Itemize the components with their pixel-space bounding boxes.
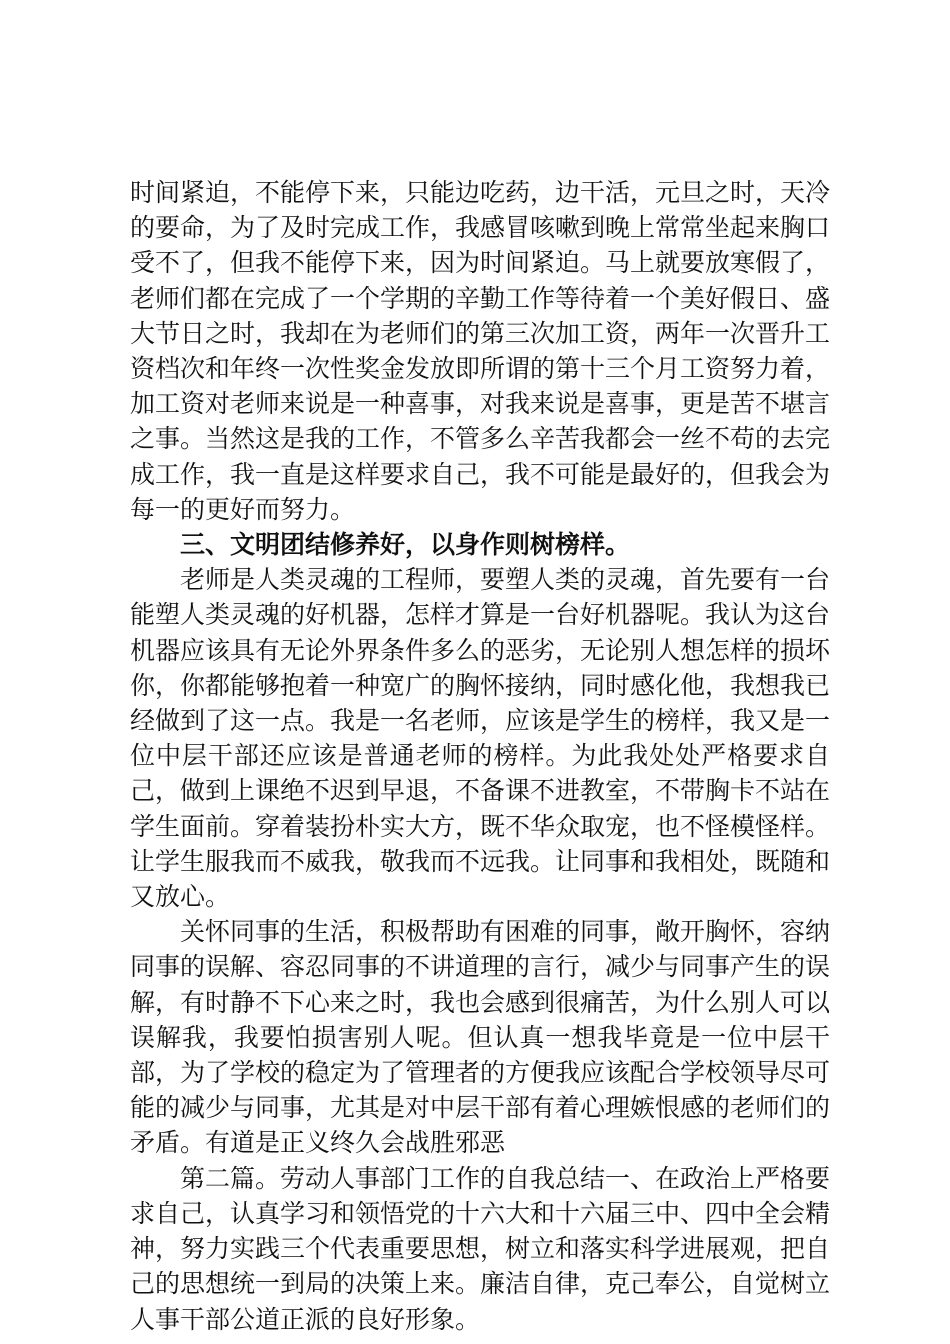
section-heading: 三、文明团结修养好，以身作则树榜样。 <box>180 530 631 560</box>
paragraph-caring-colleagues: 关怀同事的生活，积极帮助有困难的同事，敞开胸怀，容纳同事的误解、容忍同事的不讲道理的言行，减少与同事产生的误解，有时静不下心来之时，我也会感到很痛苦，为什么别人可以误解我，我要怕损害别人呢。但认真一想我毕竟是一位中层干部，为了学校的稳定为了管理者的方便我应该配合学校领导尽可能的减少与同事，尤其是对中层干部有着心理嫉恨感的老师们的矛盾。有道是正义终久会战胜邪恶 <box>130 917 831 1158</box>
paragraph-teacher-role-model: 老师是人类灵魂的工程师，要塑人类的灵魂，首先要有一台能塑人类灵魂的好机器，怎样才算是一台好机器呢。我认为这台机器应该具有无论外界条件多么的恶劣，无论别人想怎样的损坏你，你都能够抱着一种宽广的胸怀接纳，同时感化他，我想我已经做到了这一点。我是一名老师，应该是学生的榜样，我又是一位中层干部还应该是普通老师的榜样。为此我处处严格要求自己，做到上课绝不迟到早退，不备课不进教室，不带胸卡不站在学生面前。穿着装扮朴实大方，既不华众取宠，也不怪模怪样。让学生服我而不威我，敬我而不远我。让同事和我相处，既随和又放心。 <box>130 565 831 912</box>
paragraph-second-article: 第二篇。劳动人事部门工作的自我总结一、在政治上严格要求自己，认真学习和领悟党的十六大和十六届三中、四中全会精神，努力实践三个代表重要思想，树立和落实科学进展观，把自己的思想统一到局的决策上来。廉洁自律，克己奉公，自觉树立人事干部公道正派的良好形象。 <box>130 1163 831 1334</box>
paragraph-continuation: 时间紧迫，不能停下来，只能边吃药，边干活，元旦之时，天冷的要命，为了及时完成工作，我感冒咳嗽到晚上常常坐起来胸口受不了，但我不能停下来，因为时间紧迫。马上就要放寒假了，老师们都在完成了一个学期的辛勤工作等待着一个美好假日、盛大节日之时，我却在为老师们的第三次加工资，两年一次晋升工资档次和年终一次性奖金发放即所谓的第十三个月工资努力着，加工资对老师来说是一种喜事，对我来说是喜事，更是苦不堪言之事。当然这是我的工作，不管多么辛苦我都会一丝不苟的去完成工作，我一直是这样要求自己，我不可能是最好的，但我会为每一的更好而努力。 <box>130 178 831 524</box>
document-body <box>130 175 830 1337</box>
